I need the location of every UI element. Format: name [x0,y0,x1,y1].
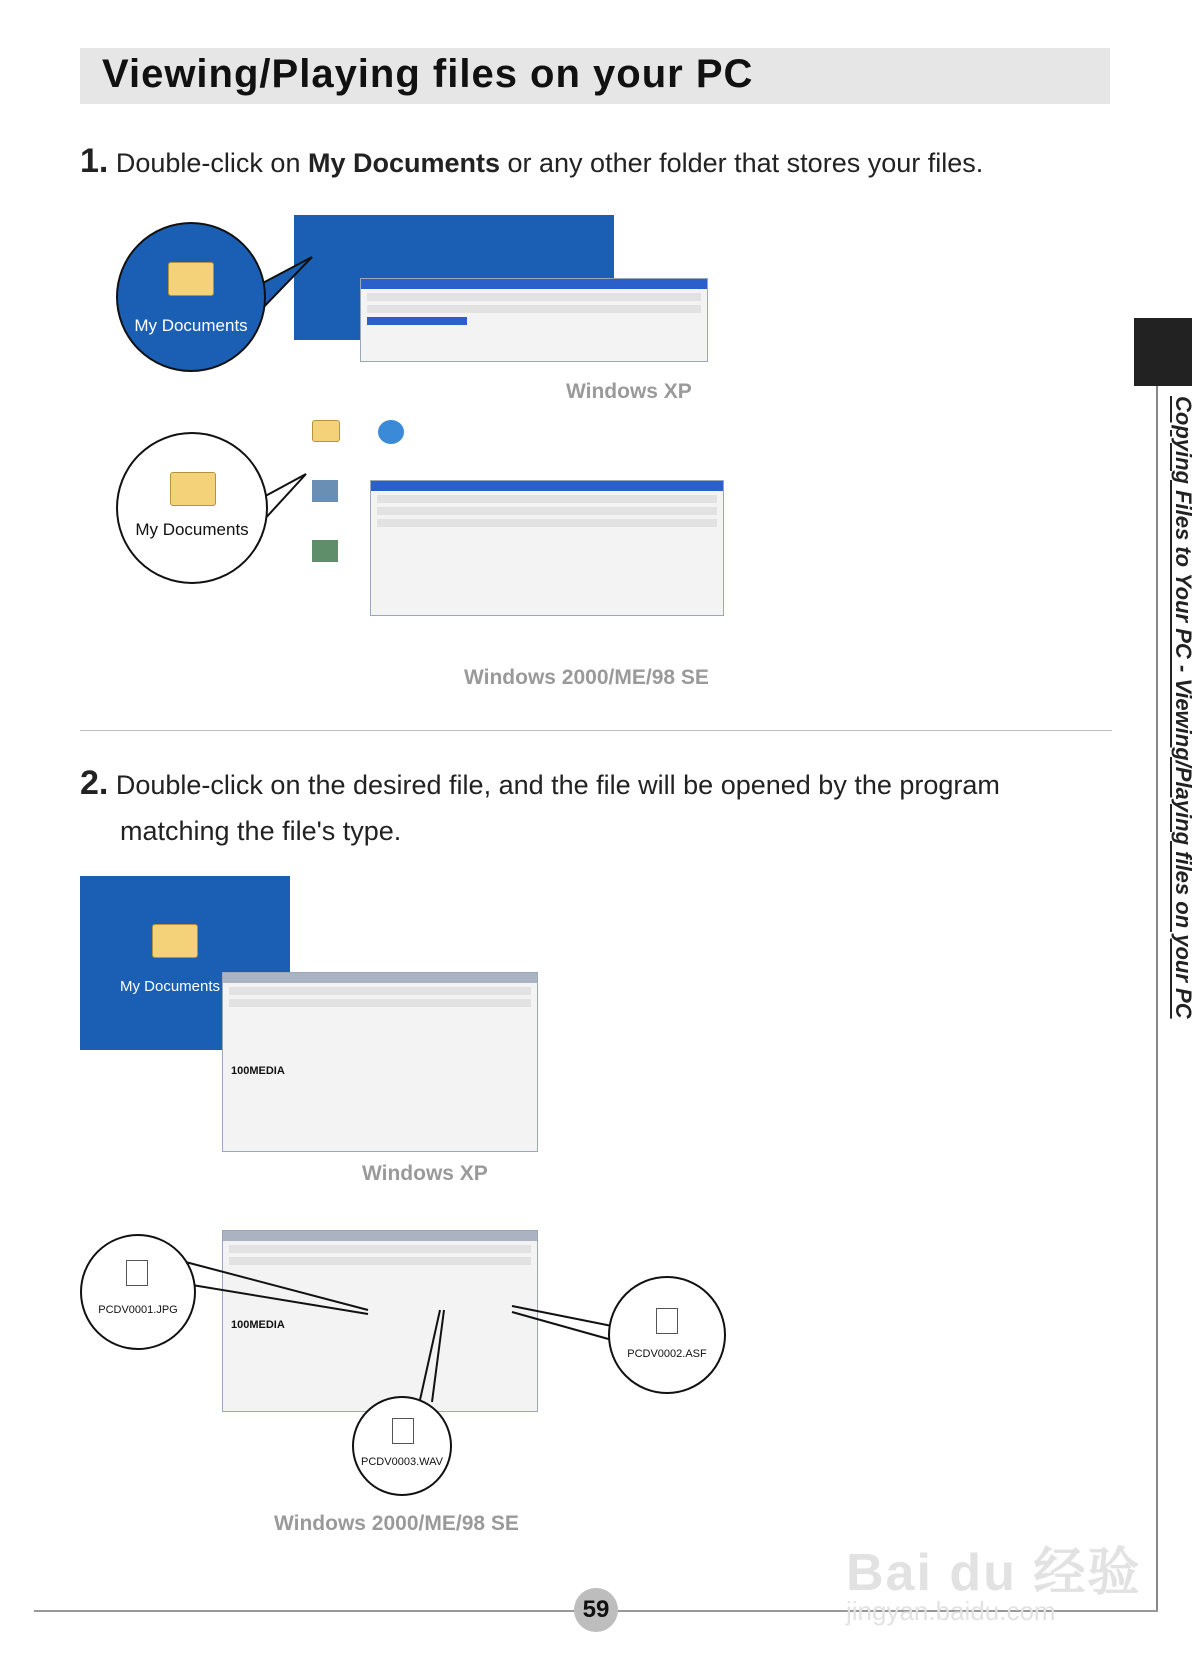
chapter-side-text: Copying Files to Your PC - Viewing/Playing files on your PC [1171,396,1196,1019]
my-documents-label: My Documents [135,520,249,539]
watermark-logo: Bai du 经验 [846,1544,1142,1602]
file-name-wav: PCDV0003.WAV [361,1456,443,1468]
folder-name: 100MEDIA [231,1065,285,1077]
page-title: Viewing/Playing files on your PC [102,52,754,96]
file-name-asf: PCDV0002.ASF [627,1348,707,1360]
page-number: 59 [574,1588,618,1632]
file-name-jpg: PCDV0001.JPG [98,1304,178,1316]
watermark-url: jingyan.baidu.com [846,1596,1056,1626]
caption-2000-1: Windows 2000/ME/98 SE [464,666,709,689]
caption-xp-1: Windows XP [566,380,692,403]
step-text-line1: Double-click on the desired file, and the file will be opened by the program [115,770,1000,800]
wav-file-icon [392,1418,414,1444]
chapter-tab [1134,318,1192,386]
asf-file-callout [608,1276,726,1394]
caption-xp-2: Windows XP [362,1162,488,1185]
step-number: 1. [80,142,109,180]
caption-2000-2: Windows 2000/ME/98 SE [274,1512,519,1535]
asf-file-icon [656,1308,678,1334]
step-text-after: or any other folder that stores your files. [500,148,984,178]
jpg-file-callout [80,1234,196,1350]
step-text-before: Double-click on [115,148,308,178]
wav-file-callout [352,1396,452,1496]
jpg-file-icon [126,1260,148,1286]
my-documents-label: My Documents [134,316,248,335]
my-documents-label: My Documents [120,978,221,995]
step-text-line2: matching the file's type. [120,816,402,846]
step-text-bold: My Documents [307,148,501,178]
step-number: 2. [80,764,109,802]
folder-name: 100MEDIA [231,1319,285,1331]
